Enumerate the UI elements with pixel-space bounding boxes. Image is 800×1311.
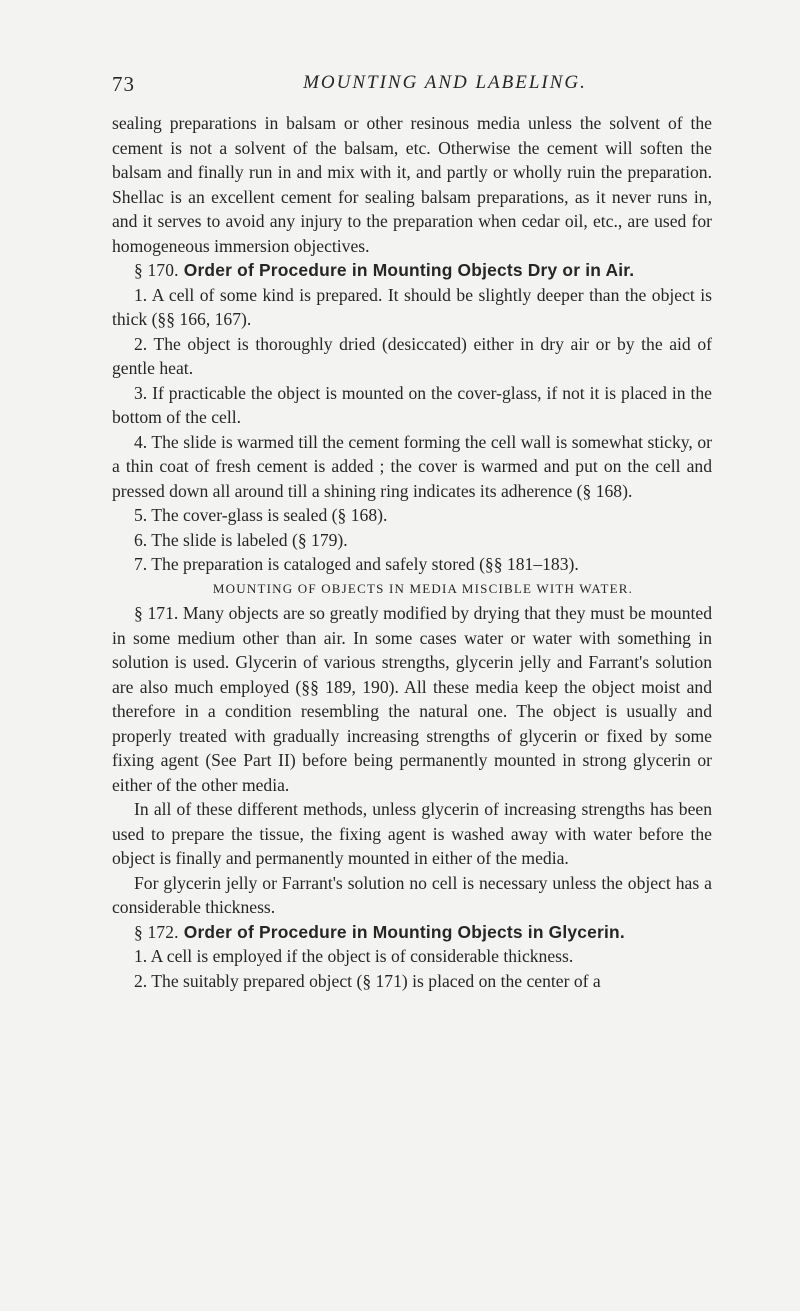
page-body (112, 111, 712, 993)
list-item: 1. A cell is employed if the object is of considerable thickness. (134, 946, 574, 966)
list-item: 2. The suitably prepared object (§ 171) is placed on the center of a (134, 970, 601, 991)
list-item: 1. A cell of some kind is prepared. It should be slightly deeper than the object is thick (§§ 166, 167). (112, 284, 712, 329)
list-item: 4. The slide is warmed till the cement forming the cell wall is somewhat sticky, or a thin coat of fresh cement is added ; the cover is warmed and put on the cell and pressed down all around till a shining ring indicates its adherence (§ 168). (112, 431, 712, 501)
page-header (112, 72, 712, 102)
list-item: 2. The object is thoroughly dried (desiccated) either in dry air or by the aid of gentle heat. (112, 333, 712, 378)
list-item: 3. If practicable the object is mounted on the cover-glass, if not it is placed in the bottom of the cell. (112, 382, 712, 427)
section-number: § 172. (134, 921, 179, 942)
section-title: Order of Procedure in Mounting Objects Dry or in Air. (183, 260, 635, 280)
paragraph-171: § 171. Many objects are so greatly modified by drying that they must be mounted in some medium other than air. In some cases water or water with something in solution is used. Glycerin of various strengths, glycerin jelly and Farrant's solution are also much employed (§§ 189, 190). All these media keep the object moist and therefore in a condition resembling the natural one. The object is usually and properly treated with gradually increasing strengths of glycerin or fixed by some fixing agent (See Part II) before being permanently mounted in strong glycerin or either of the other media. (112, 603, 712, 795)
subsection-heading: MOUNTING OF OBJECTS IN MEDIA MISCIBLE WITH WATER. (212, 580, 634, 596)
running-title: MOUNTING AND LABELING. (303, 72, 587, 93)
section-heading-170 (112, 258, 712, 283)
list-item: 7. The preparation is cataloged and safely stored (§§ 181–183). (134, 554, 579, 574)
section-title: Order of Procedure in Mounting Objects in Glycerin. (183, 921, 625, 942)
page-number: 73 (112, 72, 135, 96)
list-item: 6. The slide is labeled (§ 179). (134, 529, 348, 550)
paragraph-171c: For glycerin jelly or Farrant's solution no cell is necessary unless the object has a considerable thickness. (112, 872, 712, 917)
paragraph-171b: In all of these different methods, unless glycerin of increasing strengths has been used to prepare the tissue, the fixing agent is washed away with water before the object is finally and permanently mounted in either of the media. (112, 799, 712, 868)
list-item: 5. The cover-glass is sealed (§ 168). (134, 505, 388, 525)
section-number: § 170. (134, 260, 179, 280)
section-heading-172 (112, 920, 712, 945)
paragraph-continuation: sealing preparations in balsam or other resinous media unless the solvent of the cement is not a solvent of the balsam, etc. Otherwise the cement will soften the balsam and finally run in and mix with it, and partly or wholly ruin the preparation. Shellac is an excellent cement for sealing balsam preparations, as it never runs in, and it serves to avoid any injury to the preparation when cedar oil, etc., are used for homogeneous immersion objectives. (112, 113, 712, 256)
